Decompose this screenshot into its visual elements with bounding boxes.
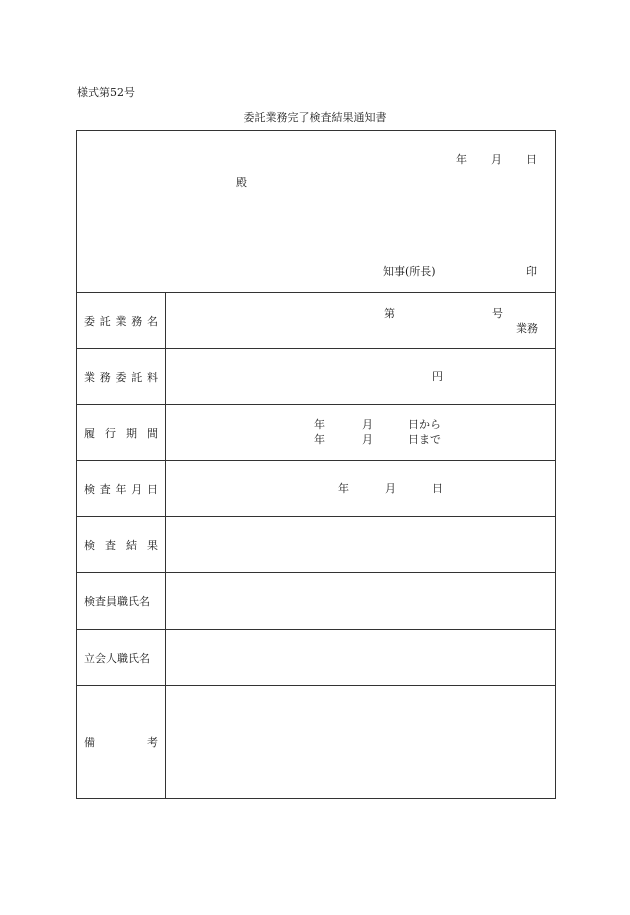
row-label-remarks xyxy=(77,686,165,798)
addressee-suffix: 殿 xyxy=(236,176,247,189)
issuer-title: 知事(所長) xyxy=(383,265,436,278)
business-unit[interactable]: 業務 xyxy=(516,322,538,335)
period-from-day[interactable]: 日から xyxy=(408,418,441,431)
period-to-month[interactable]: 月 xyxy=(362,433,373,446)
row-label-witness xyxy=(77,630,165,685)
label-text: 検査員職氏名 xyxy=(84,595,150,608)
row-label-business-name xyxy=(77,293,165,348)
business-number-suffix[interactable]: 号 xyxy=(492,307,503,320)
label-text: 委 託 業 務 名 xyxy=(84,314,158,328)
header-month[interactable]: 月 xyxy=(491,153,502,166)
header-year[interactable]: 年 xyxy=(456,153,467,166)
label-text: 履 行 期 間 xyxy=(84,426,158,440)
seal-mark: 印 xyxy=(526,265,537,278)
inspection-day[interactable]: 日 xyxy=(432,482,443,495)
row-label-fee xyxy=(77,349,165,404)
row-label-period xyxy=(77,405,165,460)
notice-form-table xyxy=(76,130,556,799)
inspector-field[interactable] xyxy=(167,573,553,629)
row-label-inspection-result xyxy=(77,517,165,572)
period-to-day[interactable]: 日まで xyxy=(408,433,441,446)
period-from-month[interactable]: 月 xyxy=(362,418,373,431)
label-text: 業 務 委 託 料 xyxy=(84,370,158,384)
row-label-inspector xyxy=(77,573,165,629)
remarks-field[interactable] xyxy=(167,686,553,796)
column-divider xyxy=(165,292,166,798)
row-label-inspection-date xyxy=(77,461,165,516)
form-number: 様式第52号 xyxy=(77,86,135,99)
business-number-prefix[interactable]: 第 xyxy=(384,307,395,320)
witness-field[interactable] xyxy=(167,630,553,685)
label-text: 備 考 xyxy=(84,736,158,749)
inspection-month[interactable]: 月 xyxy=(385,482,396,495)
fee-unit[interactable]: 円 xyxy=(432,370,443,383)
period-from-year[interactable]: 年 xyxy=(314,418,325,431)
label-text: 検 査 結 果 xyxy=(84,538,158,552)
inspection-result-field[interactable] xyxy=(167,517,553,572)
inspection-year[interactable]: 年 xyxy=(338,482,349,495)
header-day[interactable]: 日 xyxy=(526,153,537,166)
period-to-year[interactable]: 年 xyxy=(314,433,325,446)
label-text: 検 査 年 月 日 xyxy=(84,482,158,496)
label-text: 立会人職氏名 xyxy=(84,651,150,665)
document-title: 委託業務完了検査結果通知書 xyxy=(243,111,387,124)
